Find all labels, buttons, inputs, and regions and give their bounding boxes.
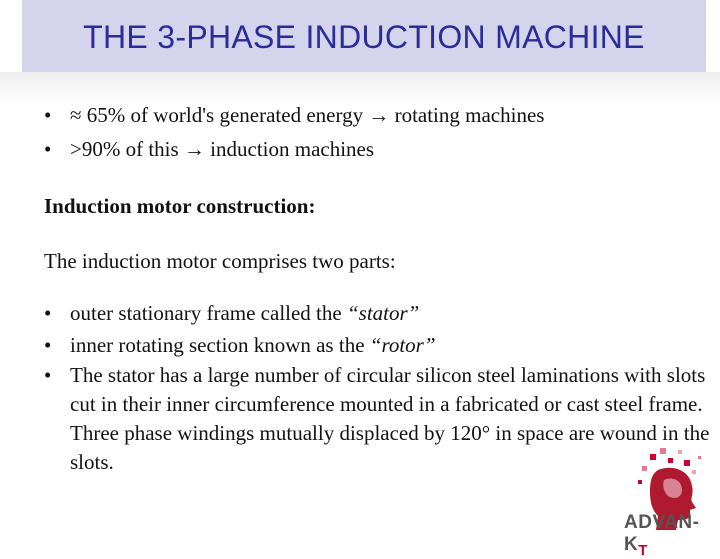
slide-content [44,98,714,477]
advan-kt-logo [624,512,720,559]
bullet-emphasis: “stator” [346,301,420,325]
bullet-text: inner rotating section known as the [70,333,370,357]
construction-bullet [44,297,714,329]
intro-bullet-list [44,98,714,166]
logo-name: ADVAN-K [624,512,700,555]
bullet-text: The stator has a large number of circular silicon steel laminations with slots cut in their inner circumference mounted in a fabricated or cast steel frame. Three phase windings mutually displaced by 120° in space are wound in the slots. [70,363,710,474]
bullet-text: outer stationary frame called the [70,301,347,325]
intro-bullet: • ≈ 65% of world's generated energy → rotating machines [44,98,714,132]
title-bar [22,0,706,72]
intro-bullet: • >90% of this → induction machines [44,132,714,166]
intro-paragraph: The induction motor comprises two parts: [44,249,396,273]
slide-title: THE 3-PHASE INDUCTION MACHINE [83,18,645,55]
construction-bullet [44,329,714,361]
section-heading: Induction motor construction: [44,194,316,218]
bullet-emphasis: “rotor” [369,333,436,357]
logo-subscript: T [638,542,648,559]
